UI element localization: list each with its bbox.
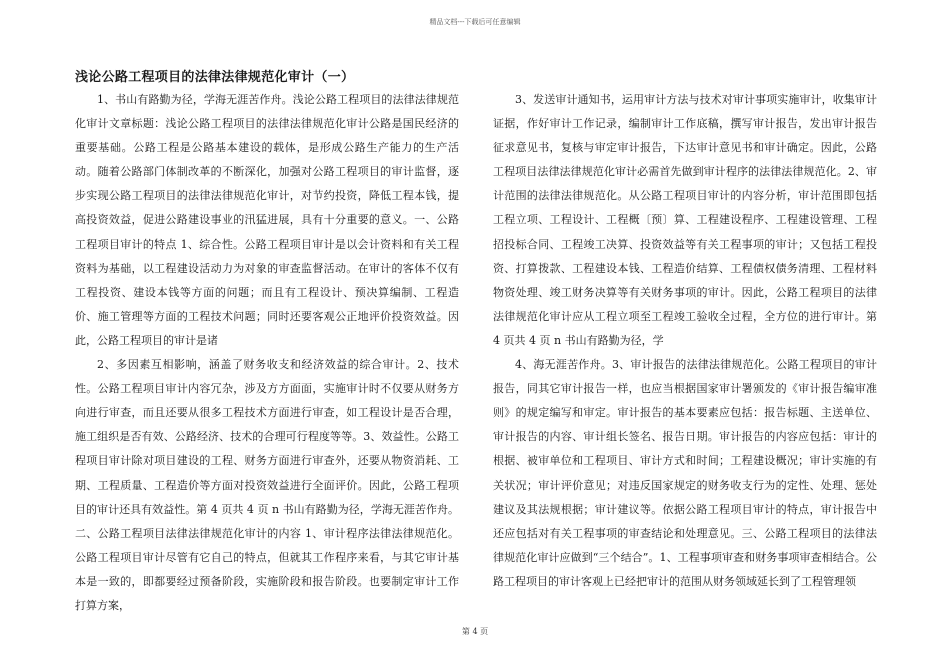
paragraph: 4、海无涯苦作舟。3、审计报告的法律法律规范化。公路工程项目的审计报告，同其它审计报告一样，也应当根据国家审计署颁发的《审计报告编审准则》的规定编写和审定。审计报告的基本要素应包括：报告标题、主送单位、审计报告的内容、审计组长签名、报告日期。审计报告的内容应包括：审计的根据、被审单位和工程项目、审计方式和时间；工程建设概况；审计实施的有关状况；审计评价意见；对违反国家规定的财务收支行为的定性、处理、惩处建议及其法规根据；审计建议等。依据公路工程项目审计的特点，审计报告中还应包括对有关工程事项的审查结论和处理意见。三、公路工程项目的法律法律规范化审计应做到“三个结合”。1、工程事项审查和财务事项审查相结合。公路工程项目的审计客观上已经把审计的范围从财务领域延长到了工程管理领: [493, 358, 877, 588]
header-watermark: 精品文档---下载后可任意编辑: [429, 18, 521, 26]
paragraph: 2、多因素互相影响，涵盖了财务收支和经济效益的综合审计。2、技术性。公路工程项目审计内容冗杂，涉及方方面面，实施审计时不仅要从财务方向进行审查，而且还要从很多工程技术方面进行审查，如工程设计是否合理，施工组织是否有效、公路经济、技术的合理可行程度等等。3、效益性。公路工程项目审计除对项目建设的工程、财务方面进行审查外，还要从物资消耗、工期、工程质量、工程造价等方面对投资效益进行全面评价。因此，公路工程项目的审计还具有效益性。第 4 页共 4 页 n 书山有路勤为径，学海无涯苦作舟。二、公路工程项目法律法律规范化审计的内容 1、审计程序法律法律规范化。公路工程项目审计尽管有它自己的特点，但就其工作程序来看，与其它审计基本是一致的，即都要经过预备阶段，实施阶段和报告阶段。也要制定审计工作打算方案，: [75, 358, 459, 612]
left-column: [75, 88, 459, 618]
page-number: 第 4 页: [461, 627, 489, 636]
paragraph: 1、书山有路勤为径，学海无涯苦作舟。浅论公路工程项目的法律法律规范化审计文章标题：浅论公路工程项目的法律法律规范化审计公路是国民经济的重要基础。公路工程是公路基本建设的载体，是形成公路生产能力的生产活动。随着公路部门体制改革的不断深化，加强对公路工程项目的审计监督，逐步实现公路工程项目的法律法律规范化审计，对节约投资，降低工程本钱，提高投资效益，促进公路建设事业的汛猛进展，具有十分重要的意义。一、公路工程项目审计的特点 1、综合性。公路工程项目审计是以会计资料和有关工程资料为基础，以工程建设活动力为对象的审查监督活动。在审计的客体不仅有工程投资、建设本钱等方面的问题；而且有工程设计、预决算编制、工程造价、施工管理等方面的工程技术问题；同时还要客观公正地评价投资效益。因此，公路工程项目的审计是诸: [75, 93, 459, 347]
document-title: 浅论公路工程项目的法律法律规范化审计（一）: [75, 70, 355, 85]
right-column: [493, 88, 877, 594]
paragraph: 3、发送审计通知书，运用审计方法与技术对审计事项实施审计，收集审计证据，作好审计工作记录，编制审计工作底稿，撰写审计报告，发出审计报告征求意见书，复核与审定审计报告，下达审计意见书和审计确定。因此，公路工程项目法律法律规范化审计必需首先做到审计程序的法律法律规范化。2、审计范围的法律法律规范化。从公路工程项目审计的内容分析，审计范围即包括工程立项、工程设计、工程概〔预〕算、工程建设程序、工程建设管理、工程招投标合同、工程竣工决算、投资效益等有关工程事项的审计；又包括工程投资、打算拨款、工程建设本钱、工程造价结算、工程债权债务清理、工程材料物资处理、竣工财务决算等有关财务事项的审计。因此，公路工程项目的法律法律规范化审计应从工程立项至工程竣工验收全过程，全方位的进行审计。第 4 页共 4 页 n 书山有路勤为径，学: [493, 93, 877, 347]
